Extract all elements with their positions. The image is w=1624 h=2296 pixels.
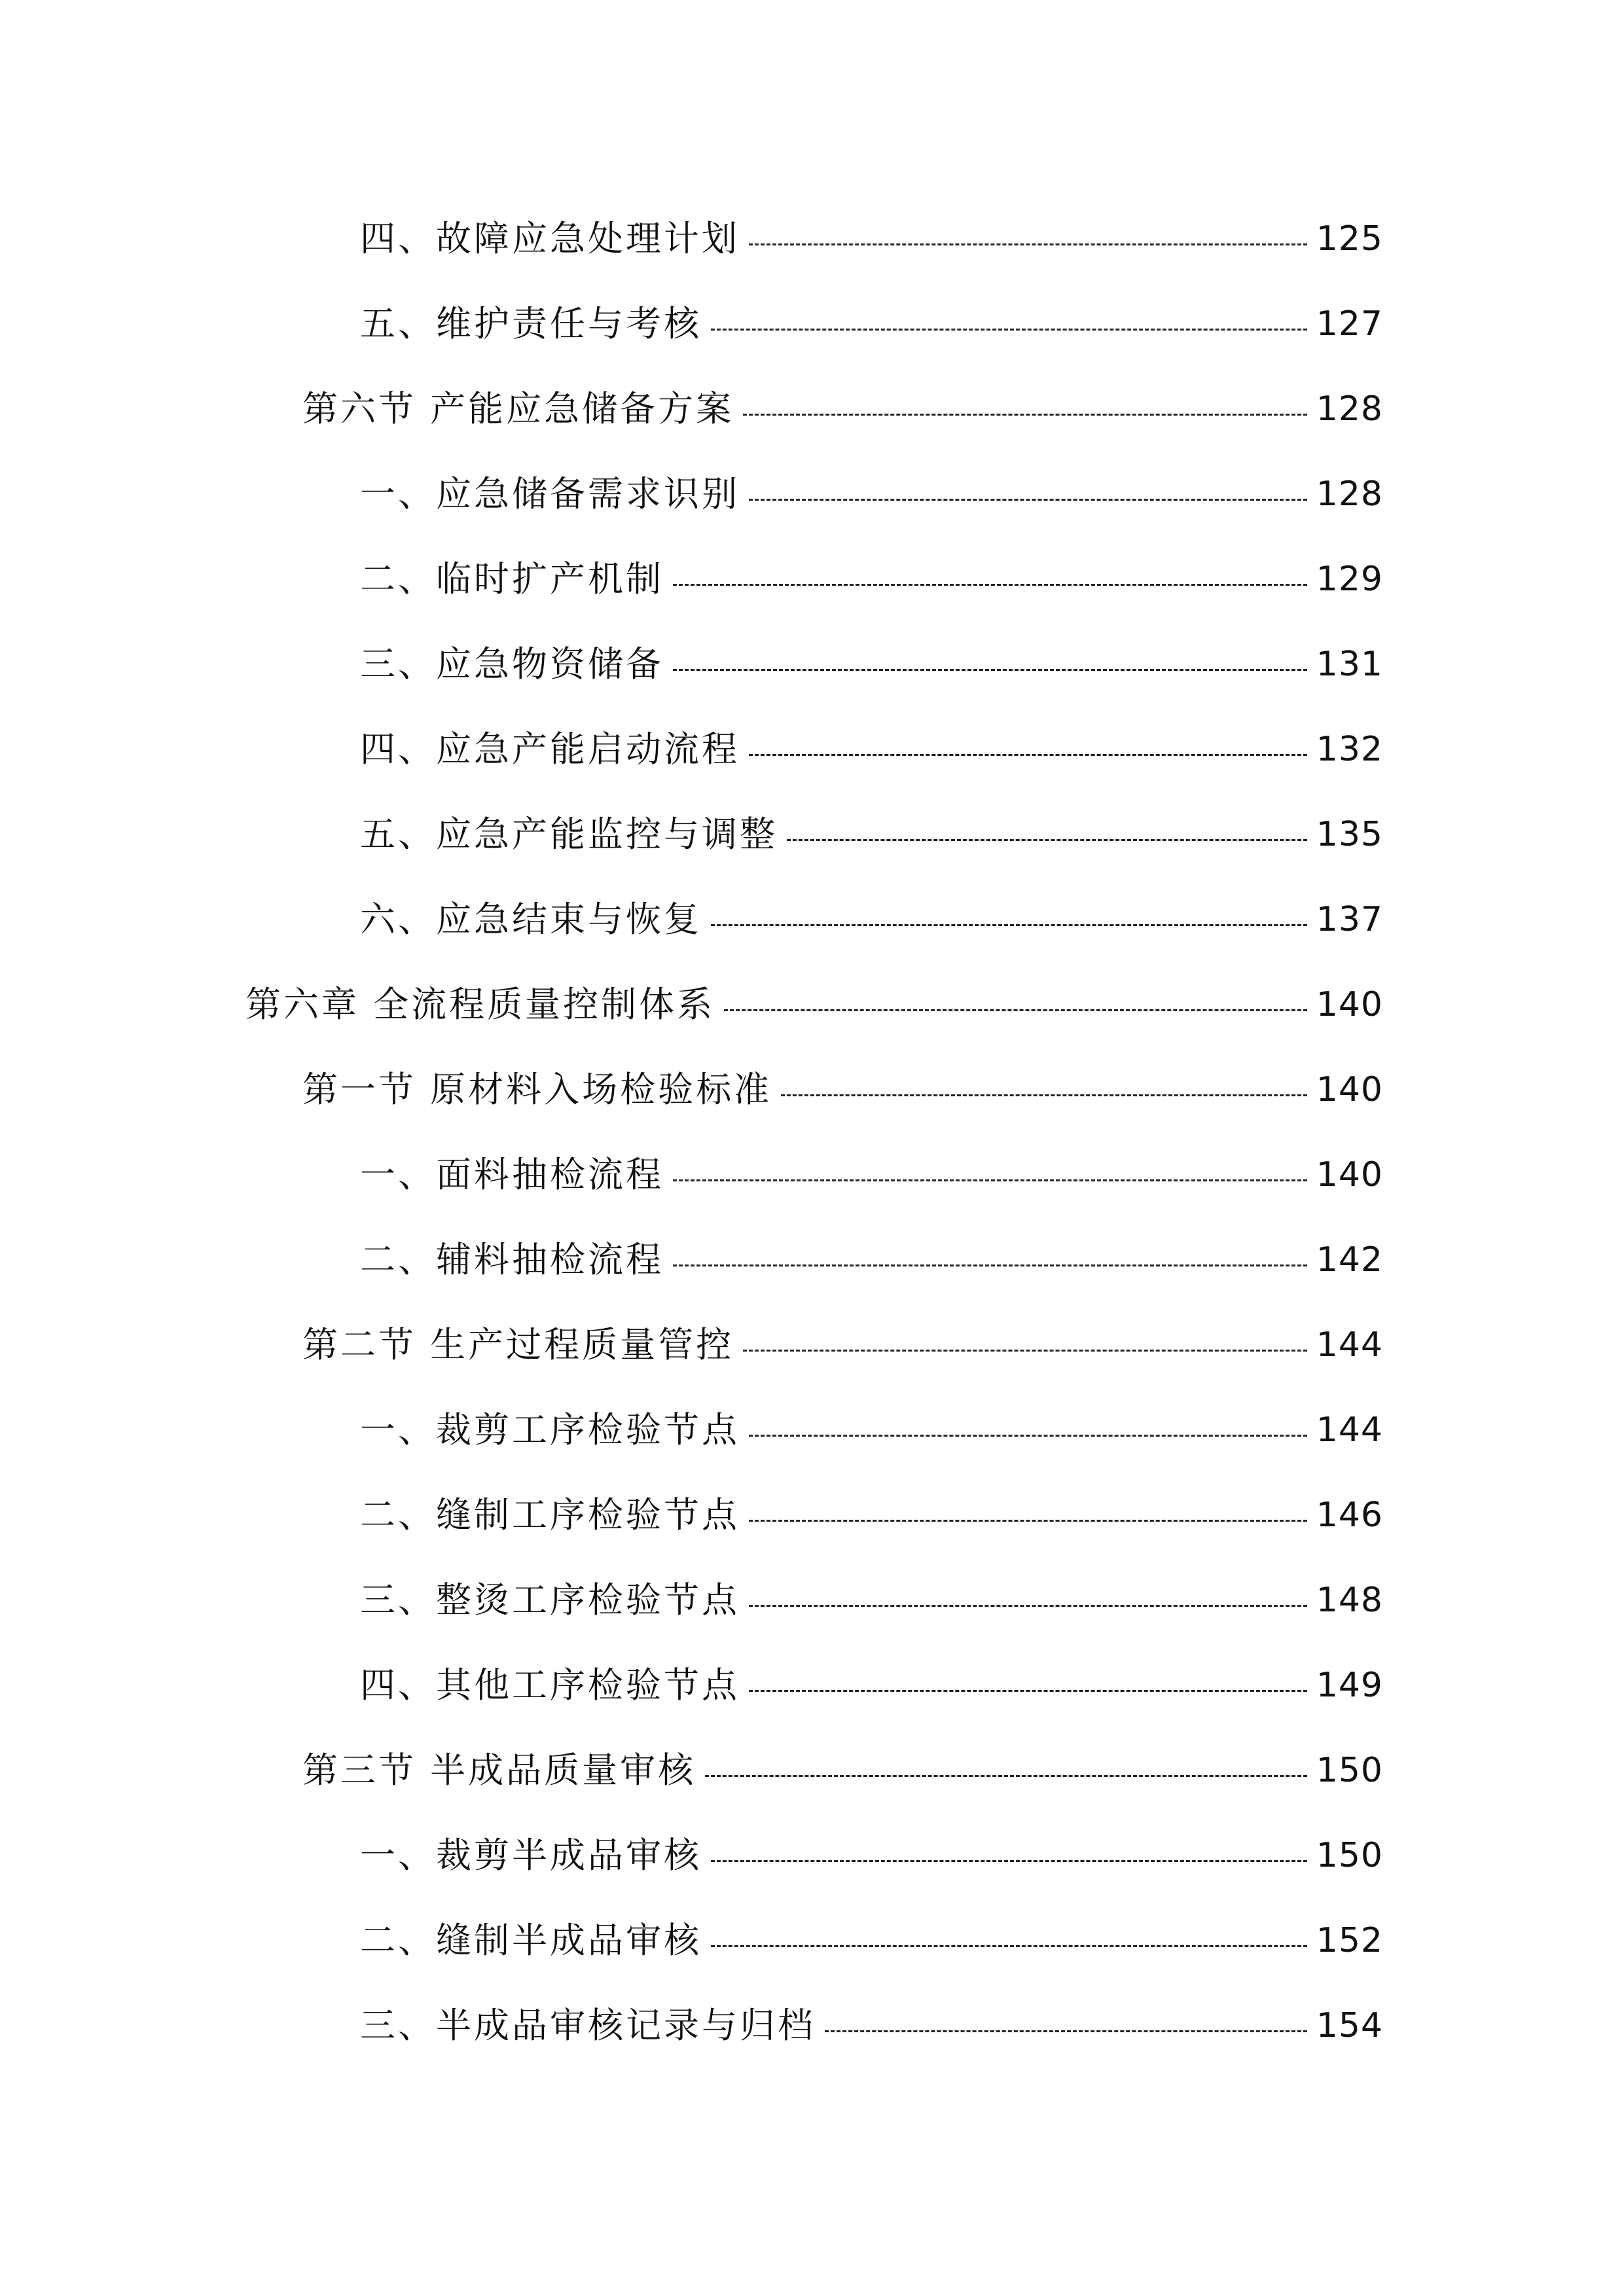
toc-entry-title: 第二节 生产过程质量管控 <box>302 1324 734 1365</box>
toc-section-entry[interactable] <box>0 1302 1624 1388</box>
toc-page-number: 144 <box>1316 1325 1383 1365</box>
toc-dot-leader <box>743 1350 1307 1352</box>
toc-dot-leader <box>749 1690 1307 1692</box>
toc-page-number: 131 <box>1316 645 1383 684</box>
toc-page-number: 154 <box>1316 2006 1383 2045</box>
toc-entry-title: 四、其他工序检验节点 <box>360 1664 740 1706</box>
toc-dot-leader <box>673 669 1307 671</box>
toc-dot-leader <box>711 1945 1307 1947</box>
toc-dot-leader <box>711 329 1307 331</box>
toc-entry-title: 三、半成品审核记录与归档 <box>360 2005 816 2046</box>
toc-page-number: 140 <box>1316 1155 1383 1194</box>
toc-dot-leader <box>673 1179 1307 1181</box>
toc-entry-title: 二、缝制半成品审核 <box>360 1920 702 1961</box>
toc-entry[interactable] <box>0 281 1624 367</box>
toc-entry-title: 六、应急结束与恢复 <box>360 899 702 940</box>
toc-dot-leader <box>749 1605 1307 1607</box>
toc-entry[interactable] <box>0 1558 1624 1643</box>
toc-entry[interactable] <box>0 1217 1624 1302</box>
toc-page-number: 152 <box>1316 1921 1383 1960</box>
toc-page-number: 128 <box>1316 475 1383 514</box>
toc-entry-title: 三、应急物资储备 <box>360 643 664 685</box>
toc-entry-title: 四、应急产能启动流程 <box>360 728 740 770</box>
toc-entry[interactable] <box>0 1388 1624 1473</box>
toc-dot-leader <box>673 584 1307 586</box>
toc-page-number: 128 <box>1316 389 1383 429</box>
toc-entry-title: 三、整烫工序检验节点 <box>360 1579 740 1621</box>
toc-entry-title: 第六节 产能应急储备方案 <box>302 388 734 429</box>
toc-page-number: 137 <box>1316 900 1383 939</box>
toc-entry[interactable] <box>0 622 1624 707</box>
toc-entry[interactable] <box>0 1983 1624 2068</box>
toc-entry-title: 五、应急产能监控与调整 <box>360 814 778 855</box>
toc-page-number: 142 <box>1316 1240 1383 1280</box>
toc-entry-title: 二、临时扩产机制 <box>360 558 664 600</box>
toc-entry-title: 一、面料抽检流程 <box>360 1154 664 1195</box>
toc-section-entry[interactable] <box>0 1728 1624 1813</box>
toc-page-number: 149 <box>1316 1666 1383 1705</box>
toc-page-number: 125 <box>1316 219 1383 259</box>
toc-dot-leader <box>749 754 1307 756</box>
toc-dot-leader <box>749 1520 1307 1522</box>
toc-dot-leader <box>749 499 1307 501</box>
toc-entry-title: 一、裁剪半成品审核 <box>360 1835 702 1876</box>
toc-entry-title: 一、应急储备需求识别 <box>360 473 740 514</box>
toc-dot-leader <box>787 839 1307 841</box>
toc-entry-title: 第一节 原材料入场检验标准 <box>302 1069 772 1110</box>
toc-dot-leader <box>673 1265 1307 1266</box>
toc-entry-title: 二、缝制工序检验节点 <box>360 1494 740 1535</box>
toc-page-number: 127 <box>1316 304 1383 344</box>
toc-entry-title: 第六章 全流程质量控制体系 <box>245 984 715 1025</box>
toc-dot-leader <box>711 924 1307 926</box>
toc-entry[interactable] <box>0 877 1624 962</box>
toc-entry-title: 第三节 半成品质量审核 <box>302 1749 696 1791</box>
toc-page-number: 148 <box>1316 1581 1383 1620</box>
toc-entry[interactable] <box>0 1473 1624 1558</box>
toc-entry[interactable] <box>0 537 1624 622</box>
toc-section-entry[interactable] <box>0 367 1624 452</box>
toc-entry-title: 二、辅料抽检流程 <box>360 1239 664 1280</box>
toc-dot-leader <box>749 1435 1307 1437</box>
toc-page-number: 144 <box>1316 1410 1383 1450</box>
toc-entry[interactable] <box>0 707 1624 792</box>
toc-dot-leader <box>825 2030 1307 2032</box>
toc-page-number: 150 <box>1316 1751 1383 1790</box>
toc-entry[interactable] <box>0 196 1624 281</box>
table-of-contents <box>0 196 1624 2068</box>
toc-entry-title: 四、故障应急处理计划 <box>360 218 740 259</box>
toc-page-number: 132 <box>1316 730 1383 769</box>
toc-chapter-entry[interactable] <box>0 962 1624 1047</box>
toc-entry[interactable] <box>0 1643 1624 1728</box>
toc-dot-leader <box>781 1094 1307 1096</box>
toc-entry[interactable] <box>0 452 1624 537</box>
toc-entry[interactable] <box>0 792 1624 877</box>
toc-page-number: 150 <box>1316 1836 1383 1875</box>
toc-section-entry[interactable] <box>0 1047 1624 1132</box>
toc-dot-leader <box>749 243 1307 245</box>
toc-entry-title: 五、维护责任与考核 <box>360 303 702 344</box>
toc-page-number: 146 <box>1316 1496 1383 1535</box>
toc-entry-title: 一、裁剪工序检验节点 <box>360 1409 740 1450</box>
toc-dot-leader <box>711 1860 1307 1862</box>
toc-page-number: 129 <box>1316 560 1383 599</box>
toc-page-number: 135 <box>1316 815 1383 854</box>
toc-entry[interactable] <box>0 1898 1624 1983</box>
toc-entry[interactable] <box>0 1813 1624 1898</box>
toc-page-number: 140 <box>1316 1070 1383 1109</box>
toc-page-number: 140 <box>1316 985 1383 1024</box>
toc-dot-leader <box>743 414 1307 416</box>
toc-dot-leader <box>705 1775 1307 1777</box>
toc-dot-leader <box>724 1009 1307 1011</box>
toc-entry[interactable] <box>0 1132 1624 1217</box>
